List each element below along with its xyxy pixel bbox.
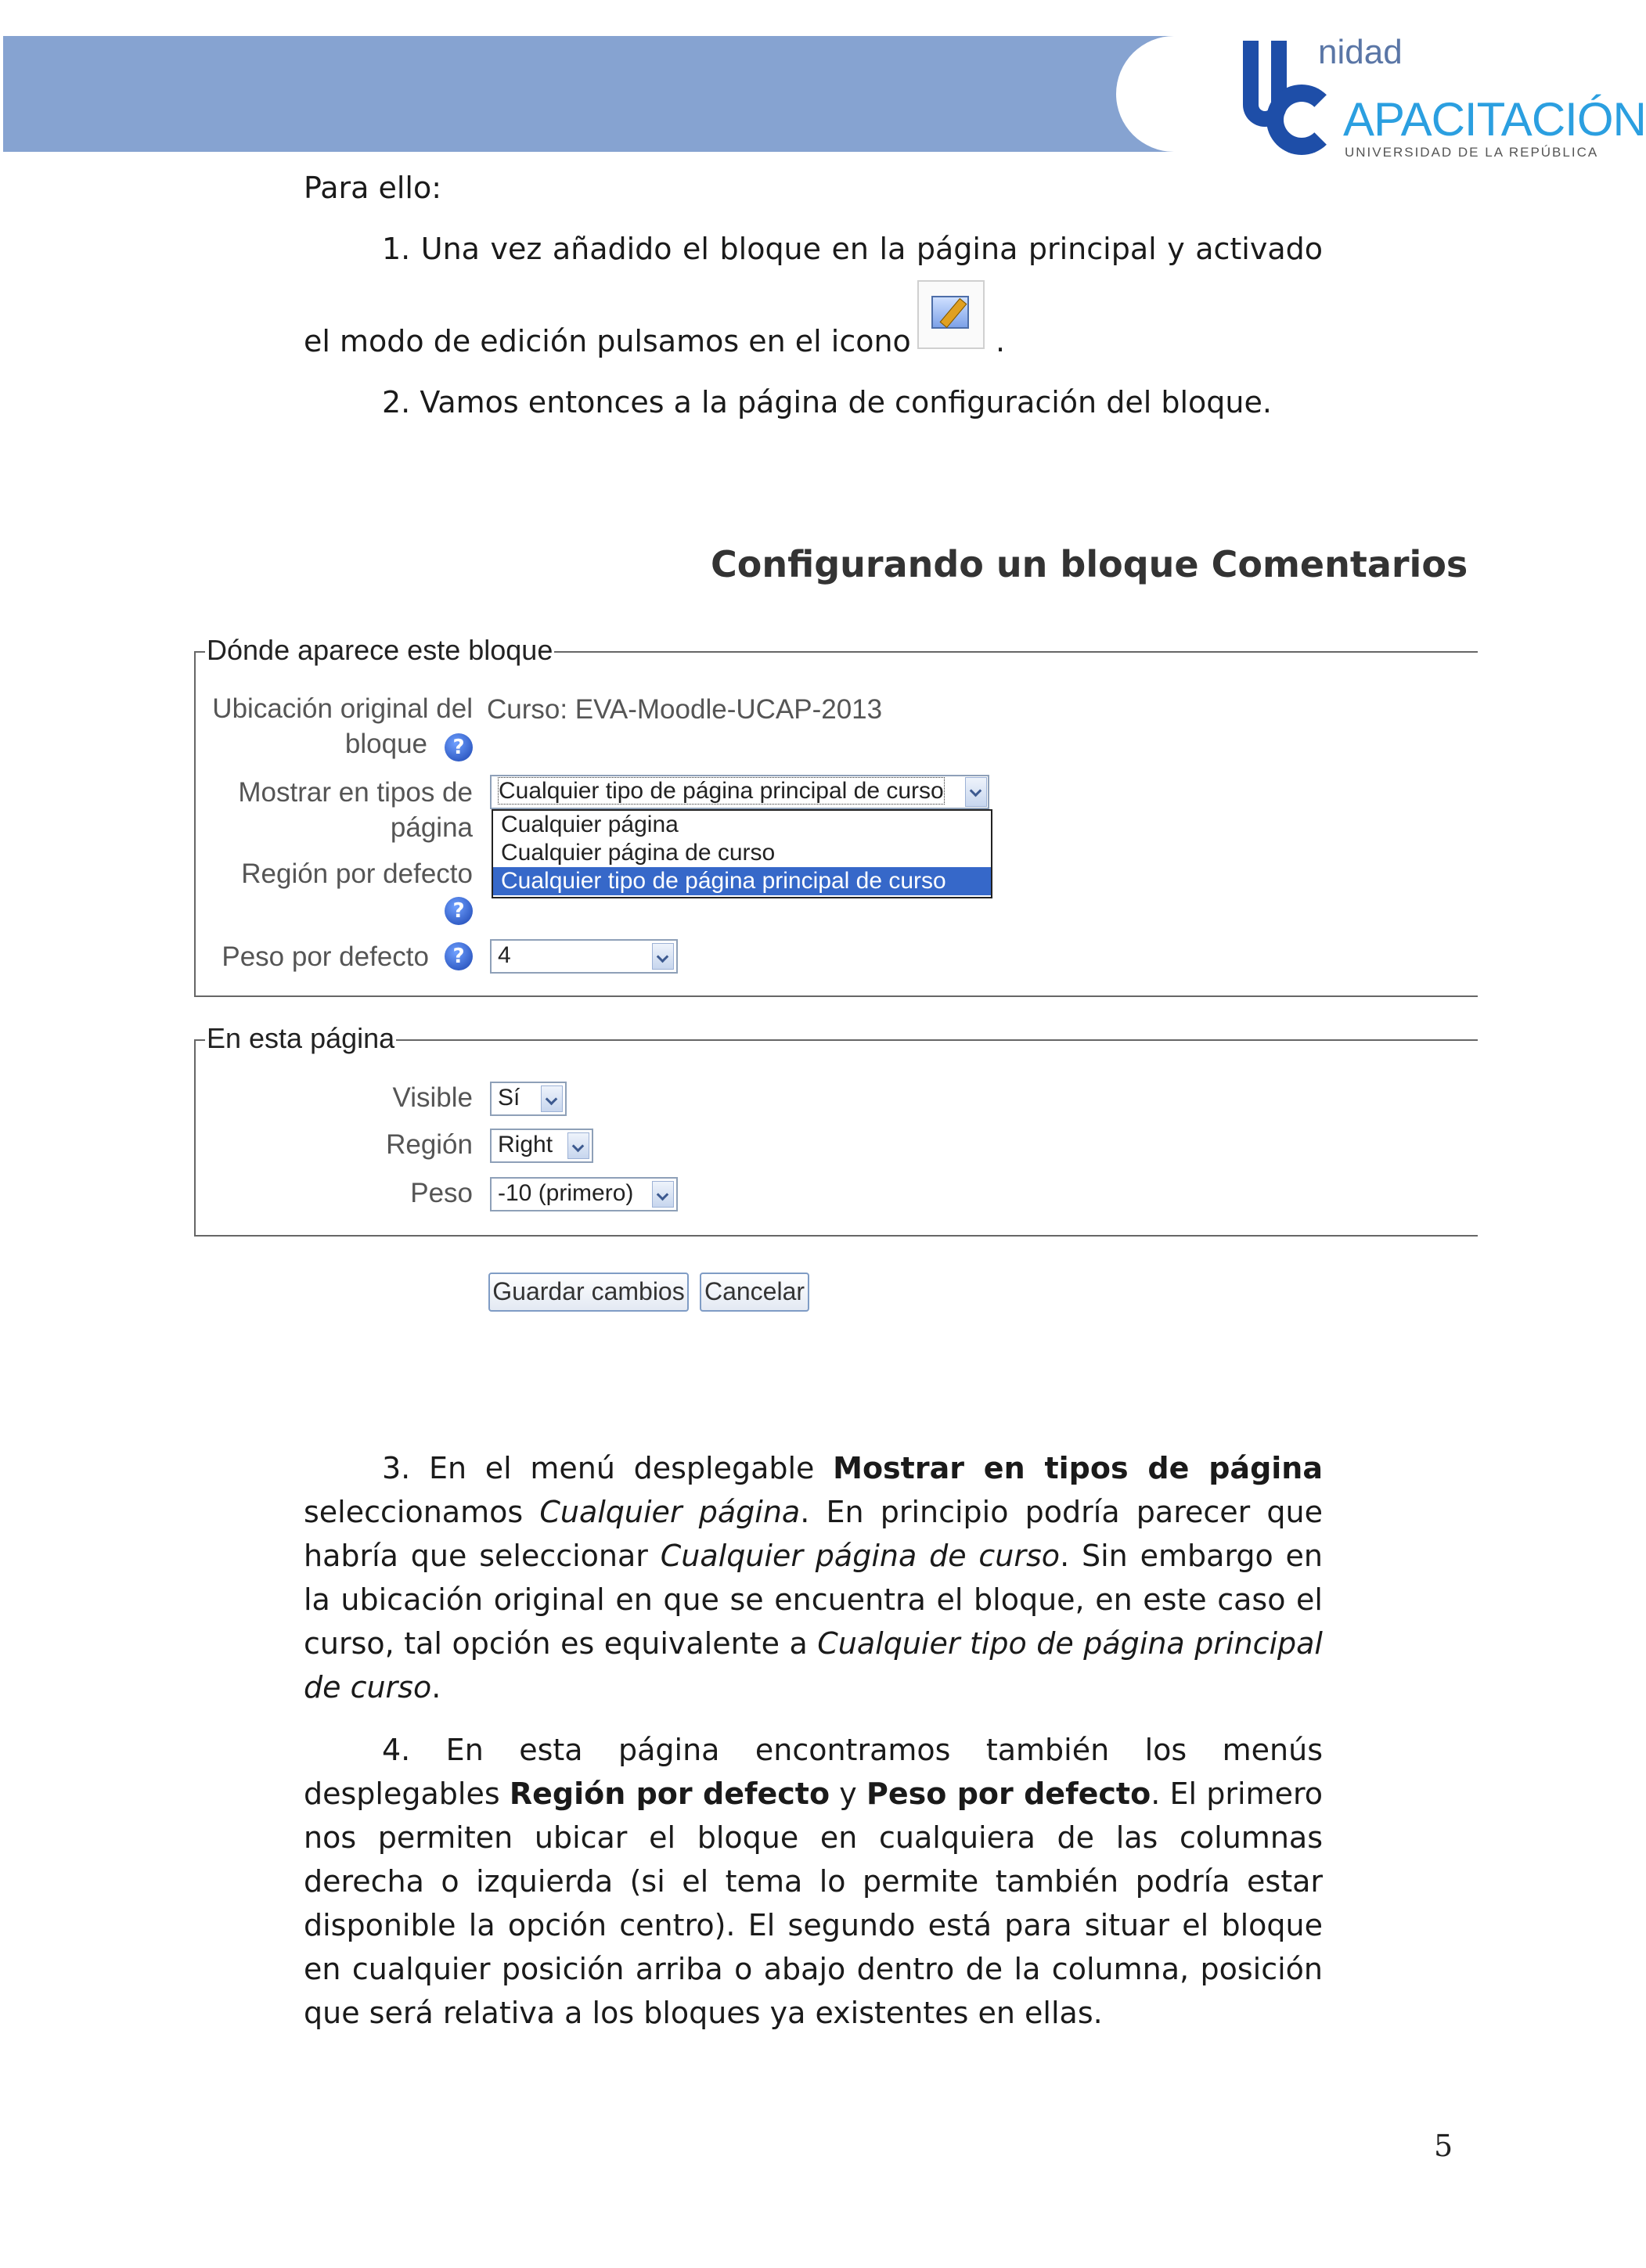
step4-line4: derecha o izquierda (si el tema lo permite también podría estar <box>304 1864 1323 1899</box>
help-icon[interactable]: ? <box>445 733 473 761</box>
weight-select[interactable] <box>490 1177 678 1211</box>
step1-line2: el modo de edición pulsamos en el icono <box>304 324 911 358</box>
label-orig-location <box>211 691 473 761</box>
step4-bold: Peso por defecto <box>866 1777 1151 1811</box>
label-orig-location-line2: bloque <box>344 729 427 759</box>
logo-text-universidad: UNIVERSIDAD DE LA REPÚBLICA <box>1345 145 1599 160</box>
page-types-selected: Cualquier tipo de página principal de curso <box>499 778 944 804</box>
step3-line5 <box>304 1622 1323 1665</box>
step4-line1: 4. En esta página encontramos también los menús <box>382 1733 1323 1767</box>
chevron-down-icon <box>652 943 674 970</box>
visible-select[interactable] <box>490 1082 567 1116</box>
config-title: Configurando un bloque Comentarios <box>711 543 1468 585</box>
step3-line2 <box>304 1490 1323 1534</box>
label-show-page-types-line2: página <box>390 812 473 843</box>
label-default-region: Región por defecto <box>241 859 473 889</box>
save-changes-button[interactable]: Guardar cambios <box>488 1273 689 1312</box>
step3-line6 <box>304 1665 441 1709</box>
label-visible: Visible <box>392 1082 473 1113</box>
step4-line5: disponible la opción centro). El segundo está para situar el bloque <box>304 1908 1323 1942</box>
step3-line4: la ubicación original en que se encuentra el bloque, en este caso el <box>304 1582 1323 1617</box>
step1-line1: 1. Una vez añadido el bloque en la página principal y activado <box>382 232 1323 266</box>
dropdown-option[interactable]: Cualquier página de curso <box>501 840 776 866</box>
label-default-weight: Peso por defecto <box>222 941 429 972</box>
step4-text: desplegables <box>304 1777 510 1811</box>
fieldset-this-page-legend: En esta página <box>207 1022 395 1054</box>
fieldset-where-legend: Dónde aparece este bloque <box>207 634 553 666</box>
ucap-logo-c-shape <box>1266 85 1337 155</box>
step2-text: 2. Vamos entonces a la página de configuración del bloque. <box>382 385 1272 419</box>
step3-text: seleccionamos <box>304 1495 540 1529</box>
step3-text: 3. En el menú desplegable <box>382 1451 834 1485</box>
step3-text: . <box>431 1670 441 1705</box>
step4-line6: en cualquier posición arriba o abajo dentro de la columna, posición <box>304 1952 1323 1986</box>
intro-text: Para ello: <box>304 171 442 205</box>
cancel-button[interactable]: Cancelar <box>700 1273 809 1312</box>
default-weight-select[interactable] <box>490 939 678 974</box>
chevron-down-icon <box>965 777 987 807</box>
step4-line2 <box>304 1772 1323 1816</box>
chevron-down-icon <box>652 1181 674 1208</box>
label-orig-location-line1: Ubicación original del <box>212 693 473 724</box>
step4-text: y <box>830 1777 866 1811</box>
help-icon[interactable]: ? <box>445 942 473 970</box>
step3-text: . Sin embargo en <box>1060 1539 1323 1573</box>
dropdown-option-highlighted[interactable]: Cualquier tipo de página principal de curso <box>493 867 991 895</box>
step3-text: habría que seleccionar <box>304 1539 661 1573</box>
step4-line7: que será relativa a los bloques ya existentes en ellas. <box>304 1996 1103 2030</box>
region-select[interactable] <box>490 1129 593 1163</box>
page-number: 5 <box>1434 2129 1453 2163</box>
logo-text-apacitacion: APACITACIÓN <box>1343 93 1646 146</box>
label-weight: Peso <box>410 1178 473 1208</box>
step4-bold: Región por defecto <box>509 1777 830 1811</box>
region-value: Right <box>498 1132 553 1157</box>
page-types-select-arrow[interactable] <box>961 775 989 809</box>
label-show-page-types-line1: Mostrar en tipos de <box>238 777 473 808</box>
label-show-page-types <box>211 775 473 845</box>
header-banner <box>3 36 1177 152</box>
step1-end: . <box>996 324 1006 358</box>
step3-line1 <box>382 1446 1323 1490</box>
visible-value: Sí <box>498 1085 520 1111</box>
step3-italic: de curso <box>304 1670 432 1705</box>
dropdown-option[interactable]: Cualquier página <box>501 812 679 837</box>
step3-italic: Cualquier tipo de página principal <box>817 1626 1323 1661</box>
step3-line3 <box>304 1534 1323 1578</box>
default-weight-value: 4 <box>498 942 511 968</box>
page-types-select[interactable] <box>490 775 989 809</box>
help-icon[interactable]: ? <box>445 897 473 925</box>
step3-italic: Cualquier página de curso <box>660 1539 1061 1573</box>
step4-text: . El primero <box>1151 1777 1323 1811</box>
step3-bold: Mostrar en tipos de página <box>833 1451 1323 1485</box>
step4-line3: nos permiten ubicar el bloque en cualquiera de las columnas <box>304 1820 1323 1855</box>
step3-italic: Cualquier página <box>539 1495 801 1529</box>
weight-value: -10 (primero) <box>498 1180 634 1206</box>
step3-text: curso, tal opción es equivalente a <box>304 1626 818 1661</box>
chevron-down-icon <box>541 1085 563 1112</box>
label-region: Región <box>386 1129 473 1160</box>
chevron-down-icon <box>567 1132 589 1159</box>
page-types-dropdown-list <box>492 809 992 898</box>
logo-text-nidad: nidad <box>1318 33 1403 71</box>
step3-text: . En principio podría parecer que <box>800 1495 1324 1529</box>
orig-location-value: Curso: EVA-Moodle-UCAP-2013 <box>487 694 883 725</box>
